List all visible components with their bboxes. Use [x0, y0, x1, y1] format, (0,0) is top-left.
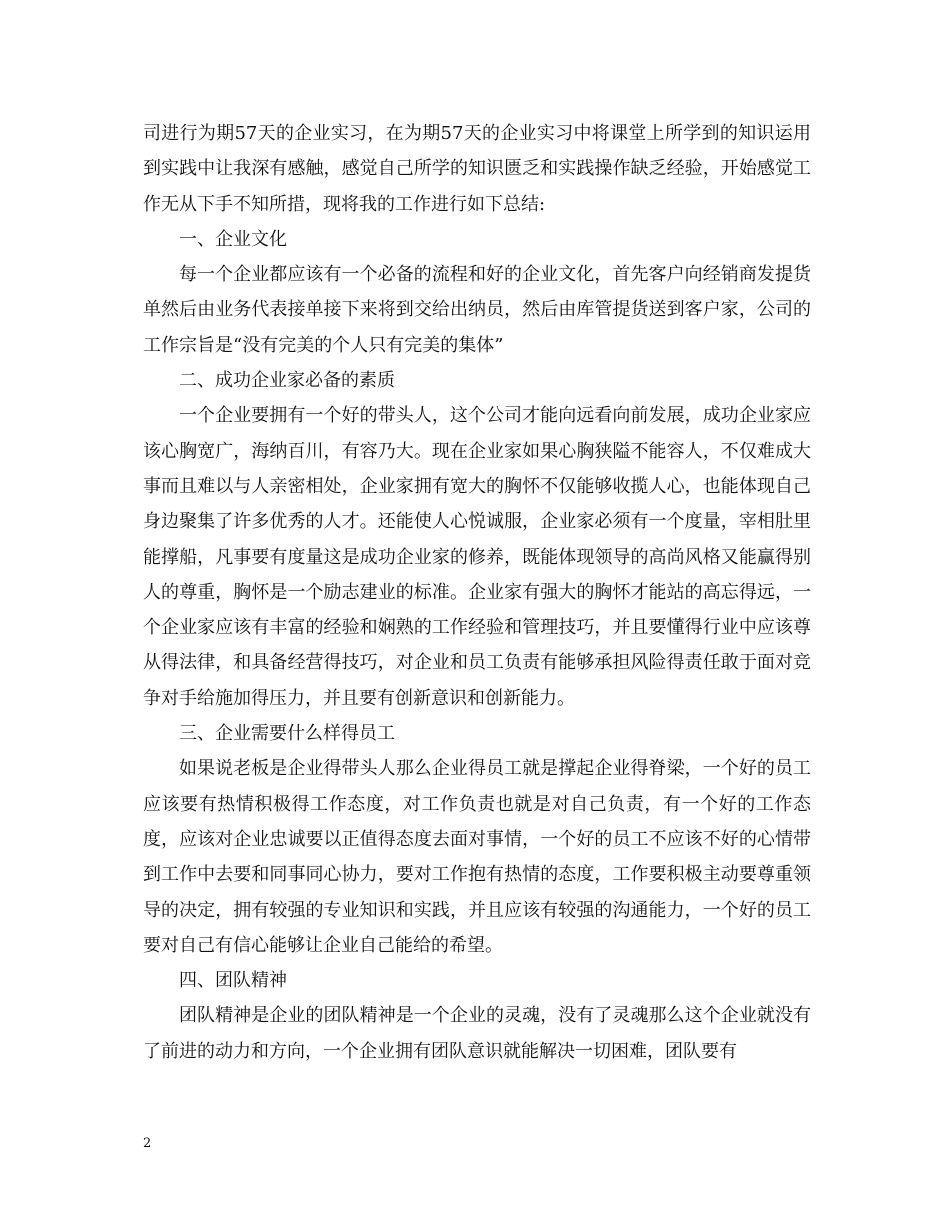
paragraph-intro: 司进行为期57天的企业实习，在为期57天的企业实习中将课堂上所学到的知识运用到实践中让我深有感触，感觉自己所学的知识匮乏和实践操作缺乏经验，开始感觉工作无从下手不知所措，现将我的工作进行如下总结:: [143, 123, 811, 215]
paragraph-entrepreneur-qualities: 一个企业要拥有一个好的带头人，这个公司才能向远看向前发展，成功企业家应该心胸宽广，海纳百川，有容乃大。现在企业家如果心胸狭隘不能容人，不仅难成大事而且难以与人亲密相处，企业家拥有宽大的胸怀不仅能够收揽人心，也能体现自己身边聚集了许多优秀的人才。还能使人心悦诚服，企业家必须有一个度量，宰相肚里能撑船，凡事要有度量这是成功企业家的修养，既能体现领导的高尚风格又能赢得别人的尊重，胸怀是一个励志建业的标准。企业家有强大的胸怀才能站的高忘得远，一个企业家应该有丰富的经验和娴熟的工作经验和管理技巧，并且要懂得行业中应该尊从得法律，和具备经营得技巧，对企业和员工负责有能够承担风险得责任敢于面对竞争对手给施加得压力，并且要有创新意识和创新能力。: [143, 405, 811, 709]
page-number: 2: [143, 1136, 152, 1151]
paragraph-corporate-culture: 每一个企业都应该有一个必备的流程和好的企业文化，首先客户向经销商发提货单然后由业务代表接单接下来将到交给出纳员，然后由库管提货送到客户家，公司的工作宗旨是“没有完美的个人只有完美的集体”: [143, 264, 811, 356]
paragraph-team-spirit: 团队精神是企业的团队精神是一个企业的灵魂，没有了灵魂那么这个企业就没有了前进的动力和方向，一个企业拥有团队意识就能解决一切困难，团队要有: [143, 1005, 811, 1062]
section-heading-corporate-culture: 一、企业文化: [179, 228, 287, 250]
section-heading-employees: 三、企业需要什么样得员工: [179, 723, 395, 745]
section-heading-team-spirit: 四、团队精神: [179, 970, 287, 992]
document-body: [143, 116, 811, 1069]
section-heading-entrepreneur-qualities: 二、成功企业家必备的素质: [179, 370, 395, 392]
paragraph-employees: 如果说老板是企业得带头人那么企业得员工就是撑起企业得脊梁，一个好的员工应该要有热情积极得工作态度，对工作负责也就是对自己负责，有一个好的工作态度，应该对企业忠诚要以正值得态度去面对事情，一个好的员工不应该不好的心情带到工作中去要和同事同心协力，要对工作抱有热情的态度，工作要积极主动要尊重领导的决定，拥有较强的专业知识和实践，并且应该有较强的沟通能力，一个好的员工要对自己有信心能够让企业自己能给的希望。: [143, 758, 811, 956]
